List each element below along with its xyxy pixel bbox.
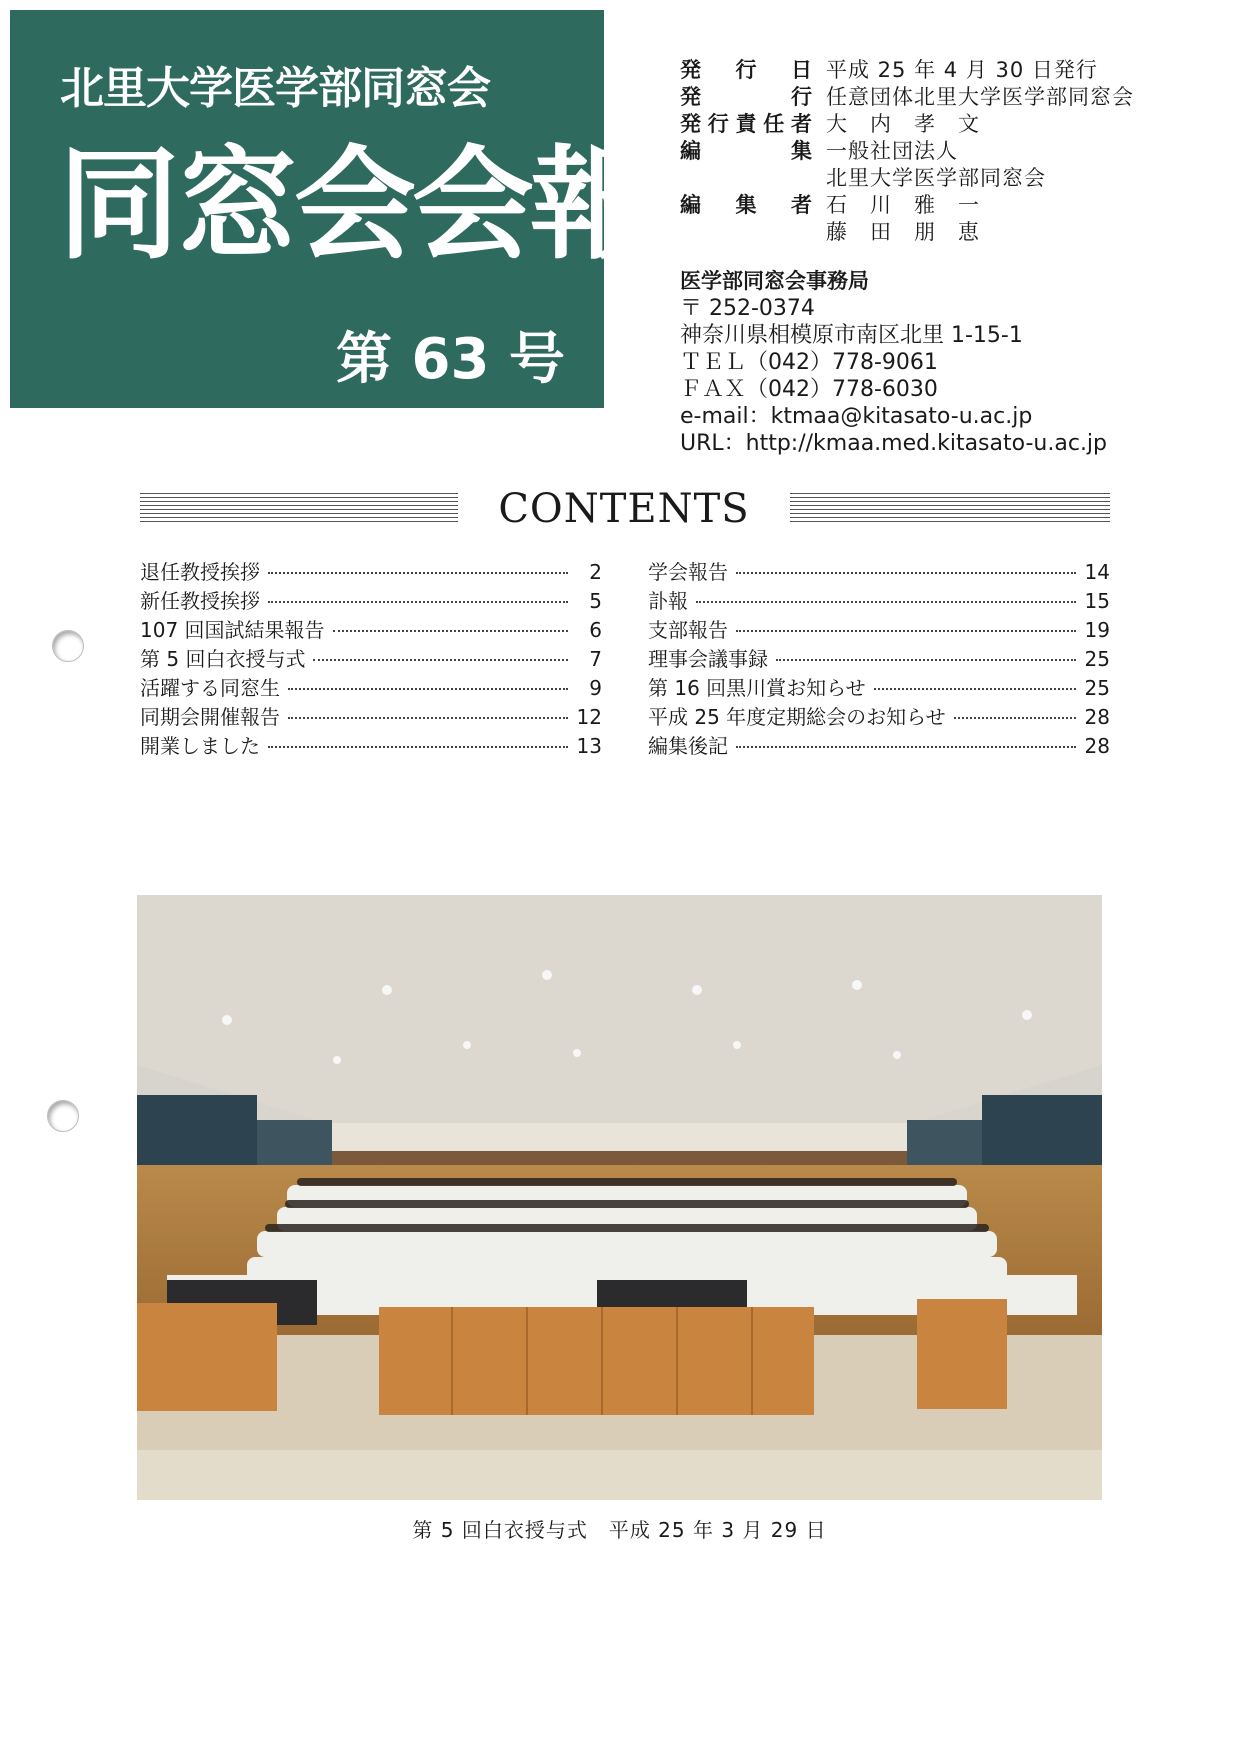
toc-leader: [736, 746, 1076, 748]
office-fax: ＦＡＸ（042）778-6030: [680, 377, 938, 402]
toc-entry[interactable]: [648, 643, 1110, 672]
toc-title: 活躍する同窓生: [140, 676, 280, 700]
toc-entry[interactable]: [140, 643, 602, 672]
toc-leader: [776, 659, 1076, 661]
toc-entry[interactable]: [648, 556, 1110, 585]
binder-hole: [52, 630, 84, 662]
contents-heading: [140, 484, 1110, 534]
heading-rule-right: [790, 493, 1110, 523]
toc-leader: [268, 601, 568, 603]
pub-label: [680, 165, 812, 192]
toc-title: 新任教授挨拶: [140, 589, 260, 613]
toc-leader: [268, 572, 568, 574]
pub-row-publisher: [680, 84, 1220, 111]
pub-value: 藤 田 朋 恵: [826, 220, 980, 244]
toc-entry[interactable]: [140, 585, 602, 614]
toc-entry[interactable]: [648, 730, 1110, 759]
toc-column-right: [648, 556, 1110, 759]
toc-leader: [696, 601, 1076, 603]
toc-page: 14: [1084, 560, 1110, 584]
toc-leader: [874, 688, 1076, 690]
ceremony-group-photo: [137, 895, 1102, 1500]
toc-entry[interactable]: [140, 672, 602, 701]
toc-title: 第 16 回黒川賞お知らせ: [648, 676, 866, 700]
toc-title: 理事会議事録: [648, 647, 768, 671]
pub-value: 一般社団法人: [826, 139, 958, 163]
toc-page: 13: [576, 734, 602, 758]
office-postal: 〒 252-0374: [680, 296, 815, 321]
toc-page: 9: [589, 676, 602, 700]
toc-entry[interactable]: [648, 701, 1110, 730]
issue-number: 第 63 号: [336, 327, 565, 392]
photo-caption: 第 5 回白衣授与式 平成 25 年 3 月 29 日: [412, 1518, 827, 1542]
toc-page: 5: [589, 589, 602, 613]
toc-title: 第 5 回白衣授与式: [140, 647, 306, 671]
toc-title: 退任教授挨拶: [140, 560, 260, 584]
pub-label: 発行責任者: [680, 112, 812, 136]
toc-leader: [288, 717, 568, 719]
toc-page: 25: [1084, 647, 1110, 671]
office-title: 医学部同窓会事務局: [680, 269, 869, 293]
toc-leader: [268, 746, 568, 748]
toc-leader: [954, 717, 1076, 719]
masthead: [10, 10, 648, 408]
pub-label: [680, 219, 812, 246]
toc-title: 訃報: [648, 589, 688, 613]
pub-row-editing-cont: [680, 165, 1220, 192]
pub-row-responsible: [680, 111, 1220, 138]
office-address: 神奈川県相模原市南区北里 1-15-1: [680, 323, 1023, 348]
office-info: [680, 268, 1107, 457]
toc-leader: [736, 630, 1076, 632]
contents-title: CONTENTS: [498, 486, 750, 532]
toc-title: 支部報告: [648, 618, 728, 642]
toc-entry[interactable]: [648, 585, 1110, 614]
office-email[interactable]: e-mail：ktmaa@kitasato-u.ac.jp: [680, 404, 1033, 429]
toc-title: 編集後記: [648, 734, 728, 758]
publication-info: [680, 57, 1220, 246]
association-name: 北里大学医学部同窓会: [60, 63, 490, 114]
ceremony-photo-illustration: [137, 895, 1102, 1500]
toc-title: 平成 25 年度定期総会のお知らせ: [648, 705, 946, 729]
office-url[interactable]: URL：http://kmaa.med.kitasato-u.ac.jp: [680, 431, 1108, 456]
pub-label: 編集者: [680, 193, 812, 217]
toc-page: 2: [589, 560, 602, 584]
pub-value: 大 内 孝 文: [826, 112, 980, 136]
toc-title: 107 回国試結果報告: [140, 618, 325, 642]
pub-value: 北里大学医学部同窓会: [826, 166, 1046, 190]
newsletter-title: 同窓会会報: [58, 134, 648, 276]
toc-page: 7: [589, 647, 602, 671]
binder-hole: [47, 1100, 79, 1132]
pub-value: 任意団体北里大学医学部同窓会: [826, 85, 1134, 109]
pub-value: 平成 25 年 4 月 30 日発行: [826, 58, 1098, 82]
pub-label: 発行日: [680, 58, 812, 82]
toc-column-left: [140, 556, 602, 759]
toc-leader: [736, 572, 1076, 574]
pub-row-editors-cont: [680, 219, 1220, 246]
toc-leader: [333, 630, 568, 632]
office-tel: ＴＥＬ（042）778-9061: [680, 350, 938, 375]
toc-title: 同期会開催報告: [140, 705, 280, 729]
toc-entry[interactable]: [140, 614, 602, 643]
toc-entry[interactable]: [140, 701, 602, 730]
toc-page: 28: [1084, 734, 1110, 758]
toc-page: 6: [589, 618, 602, 642]
toc-page: 25: [1084, 676, 1110, 700]
pub-value: 石 川 雅 一: [826, 193, 980, 217]
toc-page: 12: [576, 705, 602, 729]
toc-page: 19: [1084, 618, 1110, 642]
toc-leader: [313, 659, 568, 661]
toc-entry[interactable]: [140, 730, 602, 759]
pub-row-date: [680, 57, 1220, 84]
pub-row-editors: [680, 192, 1220, 219]
toc-entry[interactable]: [648, 672, 1110, 701]
toc-page: 28: [1084, 705, 1110, 729]
pub-label: 発行: [680, 85, 812, 109]
heading-rule-left: [140, 493, 458, 523]
toc-leader: [288, 688, 568, 690]
toc-title: 学会報告: [648, 560, 728, 584]
pub-label: 編集: [680, 139, 812, 163]
pub-row-editing: [680, 138, 1220, 165]
toc-entry[interactable]: [140, 556, 602, 585]
toc-entry[interactable]: [648, 614, 1110, 643]
toc-page: 15: [1084, 589, 1110, 613]
toc-title: 開業しました: [140, 734, 260, 758]
